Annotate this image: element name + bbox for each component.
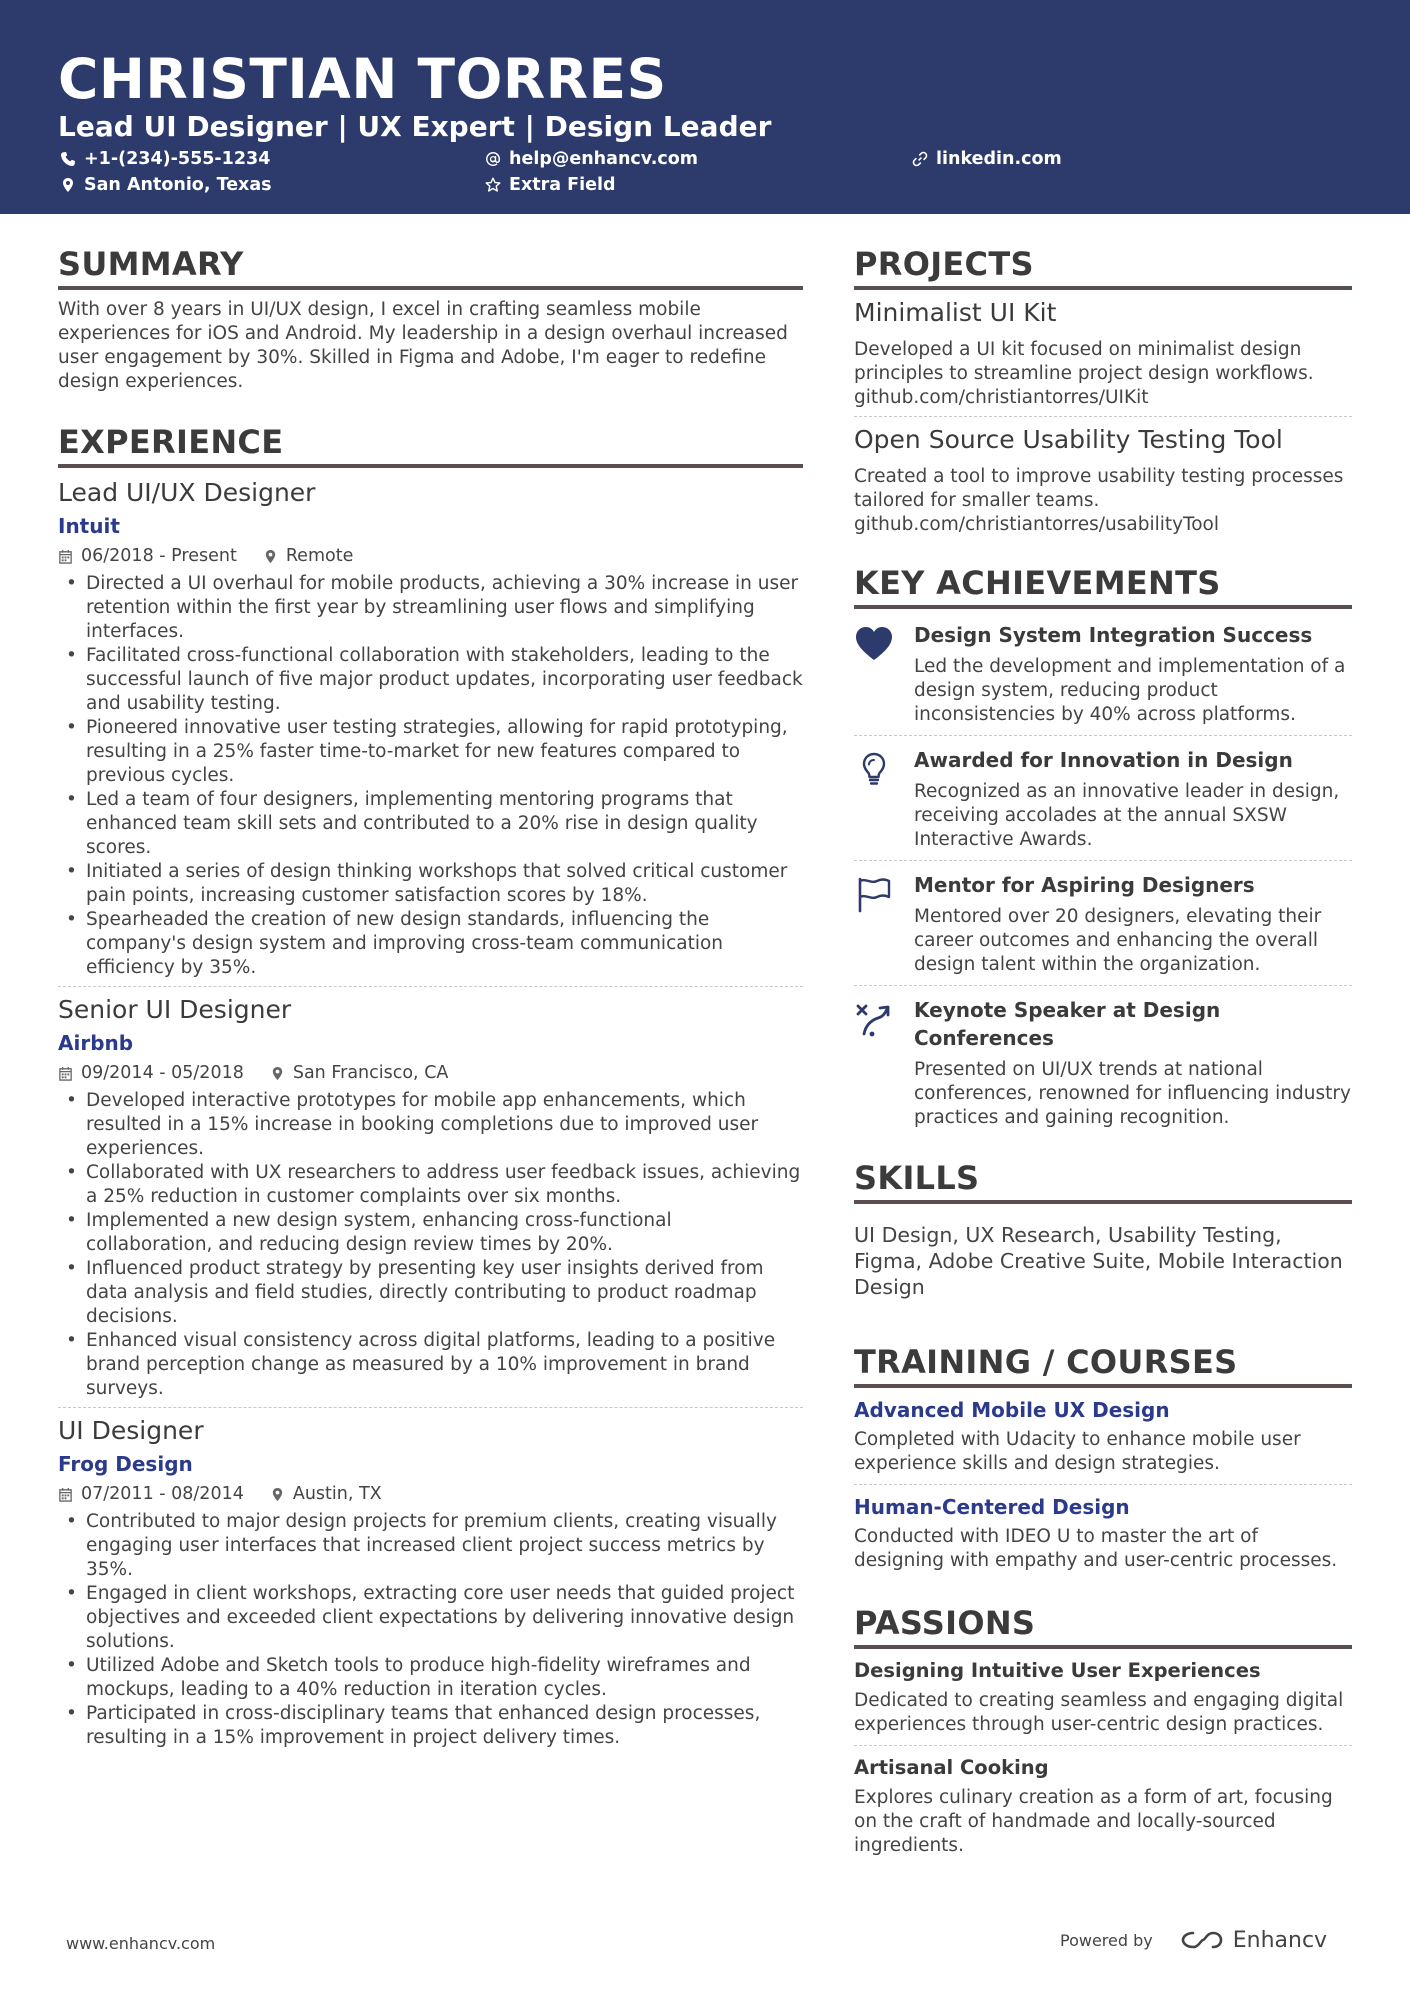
strategy-icon: [854, 1000, 894, 1040]
job-entry: [58, 1414, 803, 1750]
skills-text: UI Design, UX Research, Usability Testing, Figma, Adobe Creative Suite, Mobile Interaction Design: [854, 1223, 1343, 1299]
summary-section: [58, 244, 803, 394]
passion-text: Explores culinary creation as a form of art, focusing on the craft of handmade and locally-sourced ingredients.: [854, 1787, 1333, 1856]
achievement-entry: [854, 746, 1352, 852]
project-description: Created a tool to improve usability testing processes tailored for smaller teams.: [854, 466, 1344, 511]
contact-phone: [60, 147, 270, 171]
calendar-icon: [58, 1487, 73, 1502]
bullet-item: • Spearheaded the creation of new design standards, influencing the company's design system and improving cross-team communication efficiency by 35%.: [58, 908, 803, 980]
job-meta: [58, 1061, 803, 1085]
footer-branding: [1060, 1927, 1327, 1953]
flag-icon: [854, 875, 894, 915]
passion-entry: [854, 1657, 1352, 1737]
job-title: UI Designer: [58, 1416, 204, 1445]
passions-heading: PASSIONS: [854, 1603, 1352, 1649]
brand-name: Enhancv: [1232, 1927, 1328, 1953]
job-dates: 06/2018 - Present: [81, 546, 237, 566]
location-pin-icon: [60, 177, 76, 193]
job-bullets: [58, 1510, 803, 1750]
project-entry: [854, 423, 1352, 537]
contact-linkedin[interactable]: [912, 147, 1062, 171]
divider: [854, 735, 1352, 736]
resume-header: [0, 0, 1410, 214]
job-title: Senior UI Designer: [58, 995, 292, 1024]
job-company: Frog Design: [58, 1452, 193, 1476]
enhancv-logo-icon: [1179, 1927, 1225, 1953]
passion-title: Designing Intuitive User Experiences: [854, 1659, 1261, 1682]
job-location: Austin, TX: [292, 1484, 382, 1504]
divider: [854, 1484, 1352, 1485]
phone-text: +1-(234)-555-1234: [84, 149, 271, 169]
achievements-heading: KEY ACHIEVEMENTS: [854, 563, 1352, 609]
job-meta: [58, 544, 803, 568]
job-entry: [58, 476, 803, 980]
calendar-icon: [58, 549, 73, 564]
experience-heading: EXPERIENCE: [58, 422, 803, 468]
bullet-item: • Participated in cross-disciplinary teams that enhanced design processes, resulting in a 15% improvement in project delivery times.: [58, 1702, 803, 1750]
achievement-entry: [854, 996, 1352, 1130]
achievement-title: Mentor for Aspiring Designers: [914, 873, 1255, 897]
bullet-item: • Collaborated with UX researchers to address user feedback issues, achieving a 25% reduction in customer complaints over six months.: [58, 1161, 803, 1209]
bullet-item: • Contributed to major design projects for premium clients, creating visually engaging user interfaces that increased client project success metrics by 35%.: [58, 1510, 803, 1582]
achievement-text: Mentored over 20 designers, elevating their career outcomes and enhancing the overall design talent within the organization.: [914, 906, 1322, 975]
job-entry: [58, 993, 803, 1401]
bullet-item: • Engaged in client workshops, extracting core user needs that guided project objectives and exceeded client expectations by delivering innovative design solutions.: [58, 1582, 803, 1654]
course-title: Advanced Mobile UX Design: [854, 1398, 1170, 1422]
calendar-icon: [58, 1066, 73, 1081]
heart-icon: [854, 625, 894, 665]
job-company: Intuit: [58, 514, 120, 538]
bullet-item: • Implemented a new design system, enhancing cross-functional collaboration, and reducing design review times by 20%.: [58, 1209, 803, 1257]
job-bullets: [58, 1089, 803, 1401]
passion-title: Artisanal Cooking: [854, 1756, 1049, 1779]
powered-by-text: Powered by: [1060, 1930, 1153, 1950]
course-entry: [854, 1493, 1352, 1573]
lightbulb-icon: [854, 750, 894, 790]
email-text: help@enhancv.com: [509, 149, 699, 169]
projects-heading: PROJECTS: [854, 244, 1352, 290]
achievement-entry: [854, 621, 1352, 727]
job-location: Remote: [285, 546, 354, 566]
achievement-text: Recognized as an innovative leader in design, receiving accolades at the annual SXSW Interactive Awards.: [914, 781, 1340, 850]
link-icon: [912, 151, 928, 167]
right-column: [854, 244, 1352, 1858]
divider: [854, 985, 1352, 986]
bullet-item: • Utilized Adobe and Sketch tools to produce high-fidelity wireframes and mockups, leading to a 40% reduction in iteration cycles.: [58, 1654, 803, 1702]
contact-location: [60, 173, 272, 197]
enhancv-logo[interactable]: [1179, 1927, 1327, 1953]
achievement-title: Awarded for Innovation in Design: [914, 748, 1293, 772]
job-meta: [58, 1482, 803, 1506]
achievement-entry: [854, 871, 1352, 977]
location-pin-icon: [270, 1066, 285, 1081]
divider: [854, 1745, 1352, 1746]
divider: [854, 416, 1352, 417]
experience-section: [58, 422, 803, 1750]
job-company: Airbnb: [58, 1031, 134, 1055]
skills-heading: SKILLS: [854, 1158, 1352, 1204]
divider: [854, 860, 1352, 861]
achievement-title: Design System Integration Success: [914, 623, 1313, 647]
project-link[interactable]: github.com/christiantorres/usabilityTool: [854, 514, 1219, 535]
location-pin-icon: [263, 549, 278, 564]
job-location: San Francisco, CA: [292, 1063, 449, 1083]
project-title: Open Source Usability Testing Tool: [854, 425, 1283, 454]
job-dates: 07/2011 - 08/2014: [81, 1484, 244, 1504]
training-heading: TRAINING / COURSES: [854, 1342, 1352, 1388]
location-text: San Antonio, Texas: [84, 175, 272, 195]
footer-website[interactable]: www.enhancv.com: [66, 1934, 216, 1953]
contact-extra: [485, 173, 616, 197]
divider: [58, 1407, 803, 1408]
passions-section: [854, 1603, 1352, 1858]
bullet-item: • Led a team of four designers, implementing mentoring programs that enhanced team skill sets and contributed to a 20% rise in design quality scores.: [58, 788, 803, 860]
job-dates: 09/2014 - 05/2018: [81, 1063, 244, 1083]
candidate-name: CHRISTIAN TORRES: [58, 47, 667, 111]
linkedin-text: linkedin.com: [936, 149, 1062, 169]
achievements-section: [854, 563, 1352, 1130]
phone-icon: [60, 151, 76, 167]
course-title: Human-Centered Design: [854, 1495, 1130, 1519]
star-icon: [485, 177, 501, 193]
job-bullets: [58, 572, 803, 980]
achievement-text: Led the development and implementation of a design system, reducing product inconsistencies by 40% across platforms.: [914, 656, 1346, 725]
course-entry: [854, 1396, 1352, 1476]
passion-entry: [854, 1754, 1352, 1858]
candidate-title: Lead UI Designer | UX Expert | Design Leader: [58, 110, 772, 143]
left-column: [58, 244, 803, 1750]
summary-text: With over 8 years in UI/UX design, I excel in crafting seamless mobile experiences for iOS and Android. My leadership in a design overhaul increased user engagement by 30%. Skilled in Figma and Adobe, I'm eager to redefine design experiences.: [58, 299, 788, 392]
bullet-item: • Directed a UI overhaul for mobile products, achieving a 30% increase in user retention within the first year by streamlining user flows and simplifying interfaces.: [58, 572, 803, 644]
bullet-item: • Influenced product strategy by presenting key user insights derived from data analysis and field studies, directly contributing to product roadmap decisions.: [58, 1257, 803, 1329]
bullet-item: • Pioneered innovative user testing strategies, allowing for rapid prototyping, resulting in a 25% faster time-to-market for new features compared to previous cycles.: [58, 716, 803, 788]
passion-text: Dedicated to creating seamless and engaging digital experiences through user-centric design practices.: [854, 1690, 1344, 1735]
at-sign-icon: [485, 151, 501, 167]
bullet-item: • Initiated a series of design thinking workshops that solved critical customer pain points, increasing customer satisfaction scores by 18%.: [58, 860, 803, 908]
project-description: Developed a UI kit focused on minimalist design principles to streamline project design workflows.: [854, 339, 1314, 384]
project-entry: [854, 296, 1352, 410]
bullet-item: • Enhanced visual consistency across digital platforms, leading to a positive brand perception change as measured by a 10% improvement in brand surveys.: [58, 1329, 803, 1401]
skills-section: [854, 1158, 1352, 1300]
job-title: Lead UI/UX Designer: [58, 478, 316, 507]
bullet-item: • Developed interactive prototypes for mobile app enhancements, which resulted in a 15% increase in booking completions due to improved user experiences.: [58, 1089, 803, 1161]
projects-section: [854, 244, 1352, 537]
divider: [58, 986, 803, 987]
training-section: [854, 1342, 1352, 1573]
bullet-item: • Facilitated cross-functional collaboration with stakeholders, leading to the successful launch of five major product updates, incorporating user feedback and usability testing.: [58, 644, 803, 716]
contact-email[interactable]: [485, 147, 698, 171]
achievement-title: Keynote Speaker at Design Conferences: [914, 998, 1221, 1050]
project-link[interactable]: github.com/christiantorres/UIKit: [854, 387, 1149, 408]
course-text: Completed with Udacity to enhance mobile user experience skills and design strategies.: [854, 1429, 1301, 1474]
course-text: Conducted with IDEO U to master the art of designing with empathy and user-centric processes.: [854, 1526, 1338, 1571]
summary-heading: SUMMARY: [58, 244, 803, 290]
extra-text: Extra Field: [509, 175, 616, 195]
location-pin-icon: [270, 1487, 285, 1502]
project-title: Minimalist UI Kit: [854, 298, 1057, 327]
achievement-text: Presented on UI/UX trends at national conferences, renowned for influencing industry practices and gaining recognition.: [914, 1059, 1351, 1128]
